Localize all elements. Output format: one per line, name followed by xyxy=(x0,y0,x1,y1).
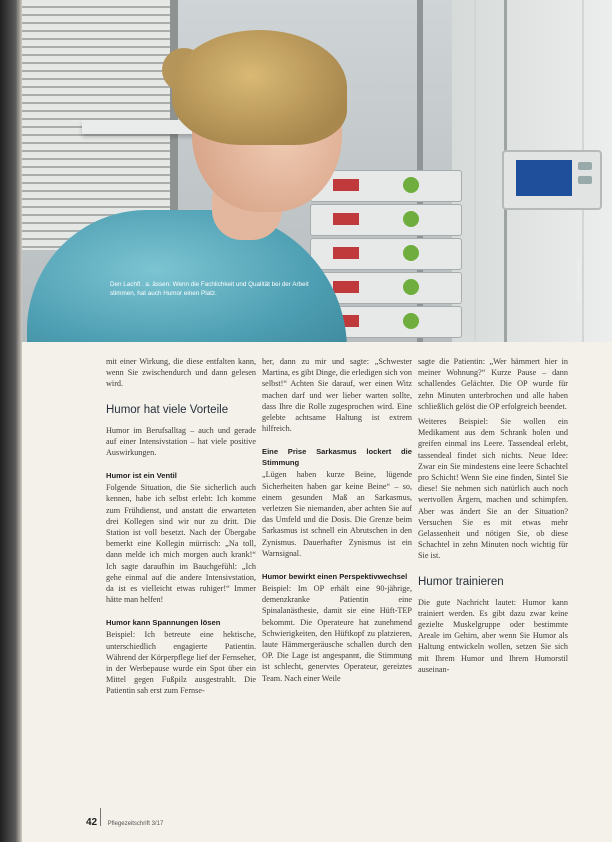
subheading: Humor ist ein Ventil xyxy=(106,471,177,481)
subheading: Eine Prise Sarkasmus lockert die Stimmung xyxy=(262,447,412,468)
paragraph: Folgende Situation, die Sie sicherlich auch kennen, habe ich selbst erlebt: Ich komme zum Frühdienst, und anstatt die erwarteten drei Kollegen sind wir nur zu dritt. Die Station ist voll besetzt. Nach der Übergabe bemerkt eine Kollegin mürrisch: „Na toll, dann melde ich mich morgen auch krank!“ Ich sagte daraufhin im Bauchgefühl: „Ich gehe einmal auf die andere Intensivstation, da ist es vielleicht etwas ruhiger!“ Immer hätte man helfen! xyxy=(106,483,256,605)
infusion-pump xyxy=(310,238,462,270)
paragraph: sagte die Patientin: „Wer hämmert hier in meiner Wohnung?“ Kurze Pause – dann schallendes Gelächter. Die OP wurde für zehn Minuten unterbrochen und alle haben schließlich gelöst die OP erfolgreich beendet. xyxy=(418,357,568,411)
paragraph: mit einer Wirkung, die diese entfalten kann, wenn Sie zwischendurch und dann gelesen wird. xyxy=(106,357,256,389)
monitor-button xyxy=(578,176,592,184)
section-heading: Humor hat viele Vorteile xyxy=(106,403,229,416)
page-gutter-shadow xyxy=(0,0,22,842)
text-column-3 xyxy=(418,356,568,679)
section-heading: Humor trainieren xyxy=(418,575,504,588)
subheading: Humor kann Spannungen lösen xyxy=(106,618,221,628)
iv-tube xyxy=(474,0,476,342)
infusion-pump xyxy=(310,170,462,202)
paragraph: her, dann zu mir und sagte: „Schwester Martina, es gibt Dinge, die erledigen sich von selbst!“ Achten Sie darauf, wer einen Witz machen darf und wer lieber warten sollte, dass Ihre die Rolle zugesprochen wird. Eine gelebte achtsame Haltung ist extrem hilfreich. xyxy=(262,357,412,434)
subheading: Humor bewirkt einen Perspektivwechsel xyxy=(262,572,408,582)
photo-credit: Foto: Werner Krüper xyxy=(576,259,581,300)
monitor-screen xyxy=(516,160,572,196)
paragraph: Beispiel: Ich betreute eine hektische, unterschiedlich engagierte Patientin. Während der Körperpflege lief der Fernseher, in der Werbepause wurde ein Spot über ein Mittel gegen Fußpilz ausgestrahlt. Die Patientin sah erst zum Fernse- xyxy=(106,630,256,696)
paragraph: „Lügen haben kurze Beine, lügende Sicherheiten haben gar keine Beine“ – so, einem gesunden Maß an Sarkasmus, verletzen Sie niemanden, aber achten Sie auf das Umfeld und die Dosis. Die Grenze beim Sarkasmus ist schnell ein Abrutschen in den Zynismus. Dauerhafter Zynismus ist ein Warnsignal. xyxy=(262,470,412,558)
page-footer xyxy=(86,812,163,830)
page-number: 42 xyxy=(86,817,98,828)
text-column-1 xyxy=(106,356,256,701)
magazine-page xyxy=(22,0,612,842)
paragraph: Die gute Nachricht lautet: Humor kann trainiert werden. Es gibt dazu zwar keine gezielte Muskelgruppe oder bestimmte Areale im Gehirn, aber wenn Sie Humor als Haltung entwickeln wollen, setzen Sie sich mit Ihrem Humor und Ihrem Humorstil auseinan- xyxy=(418,597,568,674)
paragraph: Humor im Berufsalltag – auch und gerade auf einer Intensivstation – hat viele positive Auswirkungen. xyxy=(106,425,256,458)
photo-caption: Den Lachfl . a. ässen: Wenn die Fachlichkeit und Qualität bei der Arbeit stimmen, hat auch Humor einen Platz. xyxy=(110,281,309,297)
nurse-photo xyxy=(22,0,612,342)
paragraph: Weiteres Beispiel: Sie wollen ein Medikament aus dem Schrank holen und greifen einmal ins Leere. Tassendeal erlebt, tassendeal findet sich nichts. Neue Idee: Zwar ein Sie mindestens eine leere Schachtel pro Schicht! Wenn Sie eine finden, Sintel Sie diese! Sie nehmen sich natürlich auch noch wertvollen Ärgern, machen und schimpfen. Aber was ändert Sie an der Situation? Versuchen Sie es mit etwas mehr Gelassenheit und nötigen Sie, ob diese Schachtel in zehn Minuten noch wichtig für Sie ist. xyxy=(418,417,568,561)
infusion-pump xyxy=(310,204,462,236)
paragraph: Beispiel: Im OP erhält eine 90-jährige, demenzkranke Patientin eine Spinalanästhesie, damit sie eine Hüft-TEP bekommt. Die Operateure hat zunehmend Schwierigkeiten, den Hüftkopf zu platzieren, laute Hämmergeräusche schallen durch den OP. Die Lage ist angespannt, die Stimmung ist schlecht, genervtes Operateur, gereiztes Team. Nach einer Weile xyxy=(262,584,412,683)
monitor-button xyxy=(578,162,592,170)
magazine-name: Pflegezeitschrift 3/17 xyxy=(107,821,164,827)
nurse-hair xyxy=(172,30,347,145)
text-column-2 xyxy=(262,356,412,688)
monitor-device xyxy=(502,150,602,210)
